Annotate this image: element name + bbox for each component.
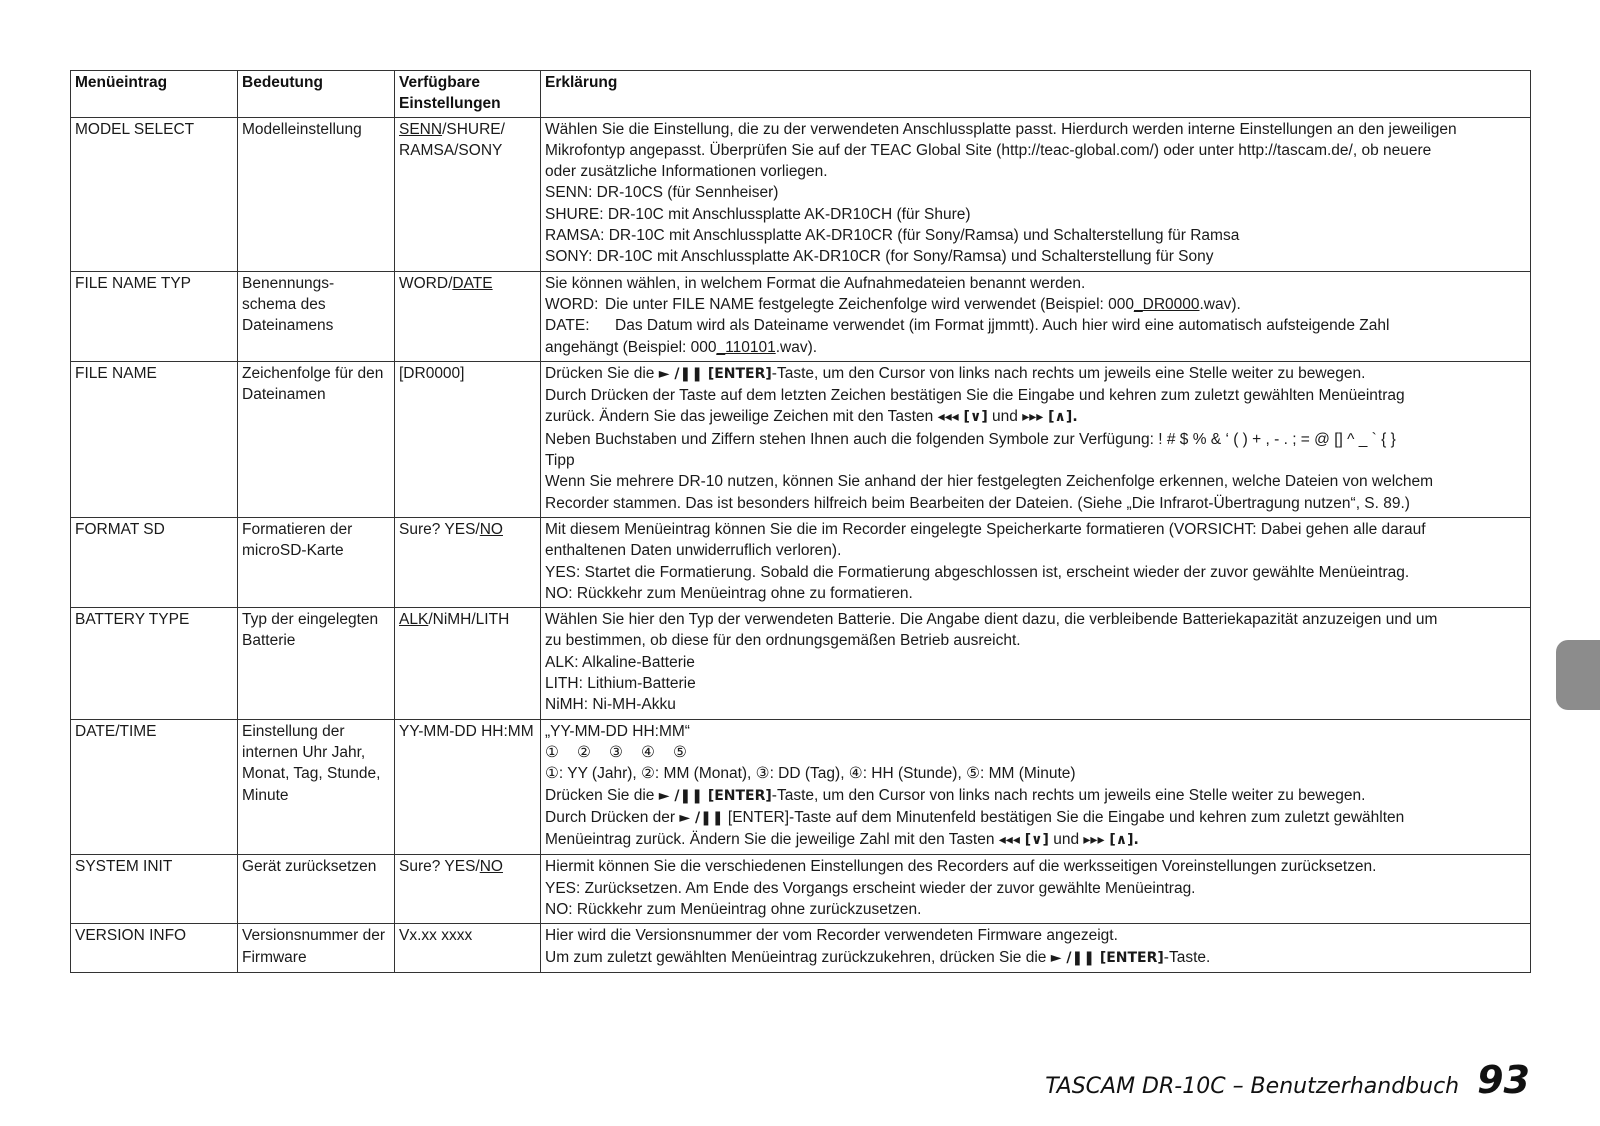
- text: Durch Drücken der: [545, 808, 680, 826]
- table-row: [71, 361, 1531, 517]
- settings: [395, 271, 541, 361]
- explanation-line: Hiermit können Sie die verschiedenen Einstellungen des Recorders auf die werksseitigen Voreinstellungen zurücksetzen.: [545, 858, 1377, 876]
- text: und: [1048, 831, 1084, 849]
- manual-title: TASCAM DR-10C – Benutzerhandbuch: [1045, 1074, 1460, 1099]
- next-key: ▸▸▸ [∧].: [1083, 832, 1139, 849]
- play-enter-key: ► /❚❚ [ENTER]: [1050, 949, 1164, 966]
- menu-table: [70, 70, 1531, 973]
- explanation-line: ALK: Alkaline-Batterie: [545, 653, 695, 671]
- explanation-line: Wählen Sie die Einstellung, die zu der verwendeten Anschlussplatte passt. Hierdurch werden interne Einstellungen an den jeweiligen: [545, 120, 1457, 138]
- explanation-line: Hier wird die Versionsnummer der vom Recorder verwendeten Firmware angezeigt.: [545, 927, 1118, 945]
- settings: [395, 608, 541, 719]
- field-number-line: [545, 742, 1526, 763]
- settings: [395, 517, 541, 607]
- text: -Taste.: [1163, 948, 1211, 966]
- explanation-line: NO: Rückkehr zum Menüeintrag ohne zurückzusetzen.: [545, 900, 922, 918]
- explanation-line: NO: Rückkehr zum Menüeintrag ohne zu formatieren.: [545, 584, 913, 602]
- explanation-line: [545, 829, 1526, 851]
- text: Um zum zuletzt gewählten Menüeintrag zurückzukehren, drücken Sie die: [545, 948, 1051, 966]
- explanation: [541, 855, 1531, 924]
- table-row: [71, 855, 1531, 924]
- explanation-line: oder zusätzliche Informationen vorliegen.: [545, 163, 828, 181]
- explanation-line: YES: Zurücksetzen. Am Ende des Vorgangs erscheint wieder der zuvor gewählte Menüeintrag.: [545, 879, 1196, 897]
- page-footer: [1045, 1058, 1530, 1102]
- explanation: [541, 271, 1531, 361]
- menu-entry: DATE/TIME: [71, 719, 238, 855]
- table-row: [71, 608, 1531, 719]
- default-setting: ALK: [399, 611, 429, 629]
- menu-entry: BATTERY TYPE: [71, 608, 238, 719]
- text: [ENTER]-Taste auf dem Minutenfeld bestätigen Sie die Eingabe und kehren zum zuletzt gewählten: [723, 808, 1405, 826]
- field-number: ②: [577, 743, 591, 761]
- text: -Taste, um den Cursor von links nach rechts um jeweils eine Stelle weiter zu bewegen.: [771, 364, 1366, 382]
- meaning: Modelleinstellung: [238, 117, 395, 271]
- explanation-line: Wählen Sie hier den Typ der verwendeten Batterie. Die Angabe dient dazu, die verbleibende Batteriekapazität anzuzeigen und um: [545, 611, 1438, 629]
- prev-key: ◂◂◂ [∨]: [937, 409, 988, 426]
- default-setting: SENN: [399, 120, 443, 138]
- table-row: [71, 719, 1531, 855]
- header-settings: Verfügbare Einstellungen: [395, 71, 541, 118]
- explanation: [541, 517, 1531, 607]
- menu-entry: VERSION INFO: [71, 924, 238, 973]
- explanation-line: [545, 947, 1526, 969]
- explanation-line: zu bestimmen, ob diese für den ordnungsgemäßen Betrieb ausreicht.: [545, 632, 1021, 650]
- explanation-line: RAMSA: DR-10C mit Anschlussplatte AK-DR10CR (für Sony/Ramsa) und Schalterstellung für Ramsa: [545, 227, 1240, 245]
- explanation-line: Sie können wählen, in welchem Format die Aufnahmedateien benannt werden.: [545, 274, 1086, 292]
- meaning: Formatieren der microSD-Karte: [238, 517, 395, 607]
- explanation-line: [545, 294, 1526, 315]
- default-setting: DATE: [452, 274, 493, 292]
- date-example-pre: angehängt (Beispiel: 000: [545, 338, 717, 356]
- explanation-line: SENN: DR-10CS (für Sennheiser): [545, 184, 779, 202]
- meaning: Typ der eingelegten Batterie: [238, 608, 395, 719]
- date-example: _110101: [716, 338, 776, 356]
- header-menu-entry: Menüeintrag: [71, 71, 238, 118]
- explanation-line: enthaltenen Daten unwiderruflich verloren).: [545, 542, 842, 560]
- header-explanation: Erklärung: [541, 71, 1531, 118]
- date-text: Das Datum wird als Dateiname verwendet (im Format jjmmtt). Auch hier wird eine automatisch aufsteigende Zahl: [615, 317, 1390, 335]
- settings: [395, 117, 541, 271]
- header-meaning: Bedeutung: [238, 71, 395, 118]
- explanation: [541, 608, 1531, 719]
- explanation-line: [545, 363, 1526, 385]
- other-settings: Sure? YES/: [399, 520, 480, 538]
- explanation-line: LITH: Lithium-Batterie: [545, 675, 696, 693]
- explanation-line: YES: Startet die Formatierung. Sobald die Formatierung abgeschlossen ist, erscheint wieder der zuvor gewählte Menüeintrag.: [545, 563, 1410, 581]
- play-key: ► /❚❚: [679, 809, 724, 826]
- next-key: ▸▸▸ [∧].: [1022, 409, 1078, 426]
- explanation-line: Mit diesem Menüeintrag können Sie die im Recorder eingelegte Speicherkarte formatieren (VORSICHT: Dabei gehen alle darauf: [545, 520, 1426, 538]
- table-row: [71, 271, 1531, 361]
- explanation-line: Recorder stammen. Das ist besonders hilfreich beim Bearbeiten der Dateien. (Siehe „Die Infrarot-Übertragung nutzen“, S. 89.): [545, 494, 1410, 512]
- menu-entry: FILE NAME TYP: [71, 271, 238, 361]
- text: Drücken Sie die: [545, 364, 659, 382]
- text: zurück. Ändern Sie das jeweilige Zeichen mit den Tasten: [545, 408, 938, 426]
- explanation: [541, 719, 1531, 855]
- meaning: Einstellung der internen Uhr Jahr, Monat, Tag, Stunde, Minute: [238, 719, 395, 855]
- date-example-post: .wav).: [775, 338, 818, 356]
- text: -Taste, um den Cursor von links nach rechts um jeweils eine Stelle weiter zu bewegen.: [771, 786, 1366, 804]
- table-row: [71, 117, 1531, 271]
- other-settings: WORD/: [399, 274, 453, 292]
- explanation-line: [545, 785, 1526, 807]
- meaning: Zeichenfolge für den Dateinamen: [238, 361, 395, 517]
- explanation-line: [545, 406, 1526, 428]
- word-label: WORD:: [545, 295, 599, 313]
- settings: YY-MM-DD HH:MM: [395, 719, 541, 855]
- table-row: [71, 924, 1531, 973]
- word-suffix: .wav).: [1199, 295, 1241, 313]
- play-enter-key: ► /❚❚ [ENTER]: [658, 787, 772, 804]
- prev-key: ◂◂◂ [∨]: [998, 832, 1049, 849]
- settings: Vx.xx xxxx: [395, 924, 541, 973]
- word-text: Die unter FILE NAME festgelegte Zeichenfolge wird verwendet (Beispiel: 000: [605, 295, 1134, 313]
- page-number: 93: [1477, 1058, 1530, 1102]
- explanation-line: NiMH: Ni-MH-Akku: [545, 696, 676, 714]
- explanation-line: [545, 337, 1526, 358]
- explanation: [541, 924, 1531, 973]
- other-settings: /SHURE/ RAMSA/SONY: [399, 120, 505, 159]
- default-setting: NO: [479, 858, 503, 876]
- menu-entry: MODEL SELECT: [71, 117, 238, 271]
- explanation-line: Wenn Sie mehrere DR-10 nutzen, können Sie anhand der hier festgelegten Zeichenfolge erkennen, welche Dateien von welchem: [545, 473, 1434, 491]
- explanation-line: Tipp: [545, 452, 575, 470]
- table-row: [71, 517, 1531, 607]
- explanation-line: [545, 315, 1526, 336]
- word-example: _DR0000: [1134, 295, 1200, 313]
- explanation-line: [545, 807, 1526, 829]
- meaning: Versionsnummer der Firmware: [238, 924, 395, 973]
- explanation: [541, 361, 1531, 517]
- explanation-line: ①: YY (Jahr), ②: MM (Monat), ③: DD (Tag), ④: HH (Stunde), ⑤: MM (Minute): [545, 765, 1076, 783]
- menu-entry: SYSTEM INIT: [71, 855, 238, 924]
- default-setting: NO: [479, 520, 503, 538]
- text: und: [987, 408, 1023, 426]
- explanation-line: SHURE: DR-10C mit Anschlussplatte AK-DR10CH (für Shure): [545, 205, 971, 223]
- play-enter-key: ► /❚❚ [ENTER]: [658, 365, 772, 382]
- field-number: ③: [609, 743, 623, 761]
- text: Drücken Sie die: [545, 786, 659, 804]
- other-settings: Sure? YES/: [399, 858, 480, 876]
- menu-entry: FORMAT SD: [71, 517, 238, 607]
- explanation-line: Neben Buchstaben und Ziffern stehen Ihnen auch die folgenden Symbole zur Verfügung: ! # $ % & ‘ ( ) + , - . ; = @ [] ^ _ ` { }: [545, 430, 1396, 448]
- menu-entry: FILE NAME: [71, 361, 238, 517]
- explanation-line: „YY-MM-DD HH:MM“: [545, 722, 690, 740]
- field-number: ⑤: [673, 743, 687, 761]
- explanation: [541, 117, 1531, 271]
- explanation-line: Mikrofontyp angepasst. Überprüfen Sie auf der TEAC Global Site (http://teac-global.com/) oder unter http://tascam.de/, ob neuere: [545, 141, 1432, 159]
- settings: [DR0000]: [395, 361, 541, 517]
- explanation-line: Durch Drücken der Taste auf dem letzten Zeichen bestätigen Sie die Eingabe und kehren zum zuletzt gewählten Menüeintrag: [545, 387, 1405, 405]
- meaning: Benennungs- schema des Dateinamens: [238, 271, 395, 361]
- meaning: Gerät zurücksetzen: [238, 855, 395, 924]
- field-number: ①: [545, 743, 559, 761]
- chapter-tab: [1556, 640, 1600, 710]
- table-header-row: [71, 71, 1531, 118]
- field-number: ④: [641, 743, 655, 761]
- other-settings: /NiMH/LITH: [428, 611, 510, 629]
- date-label: DATE:: [545, 317, 590, 335]
- text: Menüeintrag zurück. Ändern Sie die jeweilige Zahl mit den Tasten: [545, 831, 999, 849]
- settings: [395, 855, 541, 924]
- explanation-line: SONY: DR-10C mit Anschlussplatte AK-DR10CR (for Sony/Ramsa) und Schalterstellung für Sony: [545, 248, 1214, 266]
